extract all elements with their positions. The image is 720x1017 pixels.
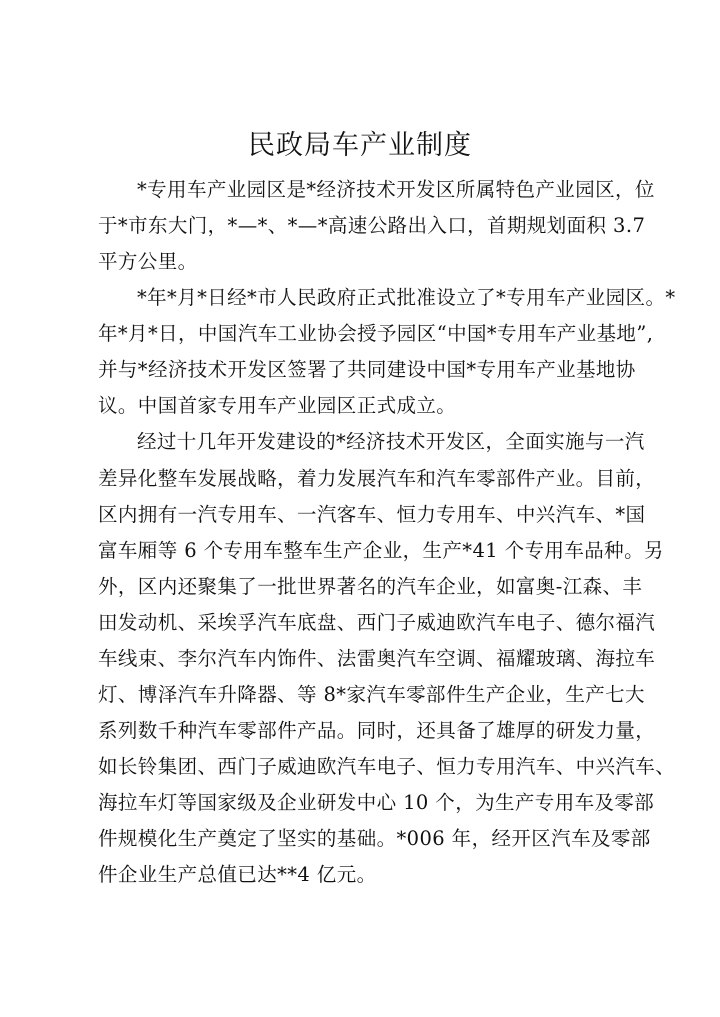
paragraph-line: 车线束、李尔汽车内饰件、法雷奥汽车空调、福耀玻璃、海拉车 (98, 647, 656, 670)
paragraph-line: 件企业生产总值已达**4 亿元。 (98, 863, 377, 886)
paragraph-line: 差异化整车发展战略，着力发展汽车和汽车零部件产业。目前， (98, 467, 656, 490)
paragraph-line: 如长铃集团、西门子威迪欧汽车电子、恒力专用汽车、中兴汽车、 (98, 755, 676, 778)
paragraph-line: 于*市东大门，*—*、*—*高速公路出入口，首期规划面积 3.7 (98, 214, 646, 237)
paragraph-line: 外，区内还聚集了一批世界著名的汽车企业，如富奥-江森、丰 (98, 575, 643, 598)
paragraph-line: 灯、博泽汽车升降器、等 8*家汽车零部件生产企业，生产七大 (98, 683, 645, 706)
paragraph-line: 议。中国首家专用车产业园区正式成立。 (98, 394, 457, 417)
paragraph-line: 富车厢等 6 个专用车整车生产企业，生产*41 个专用车品种。另 (98, 539, 664, 562)
paragraph-line: 系列数千种汽车零部件产品。同时，还具备了雄厚的研发力量， (98, 719, 656, 742)
paragraph-line: 平方公里。 (98, 250, 198, 273)
paragraph-line: *年*月*日经*市人民政府正式批准设立了*专用车产业园区。* (137, 286, 676, 309)
paragraph-line: *专用车产业园区是*经济技术开发区所属特色产业园区，位 (137, 178, 655, 201)
paragraph-line: 区内拥有一汽专用车、一汽客车、恒力专用车、中兴汽车、*国 (98, 503, 646, 526)
paragraph-line: 田发动机、采埃孚汽车底盘、西门子威迪欧汽车电子、德尔福汽 (98, 611, 656, 634)
paragraph-line: 海拉车灯等国家级及企业研发中心 10 个，为生产专用车及零部 (98, 791, 655, 814)
paragraph-line: 经过十几年开发建设的*经济技术开发区，全面实施与一汽 (137, 430, 645, 453)
paragraph-line: 件规模化生产奠定了坚实的基础。*006 年，经开区汽车及零部 (98, 827, 651, 850)
paragraph-line: 年*月*日，中国汽车工业协会授予园区“中国*专用车产业基地”, (98, 322, 654, 345)
document-title: 民政局车产业制度 (248, 130, 472, 161)
paragraph-line: 并与*经济技术开发区签署了共同建设中国*专用车产业基地协 (98, 358, 636, 381)
